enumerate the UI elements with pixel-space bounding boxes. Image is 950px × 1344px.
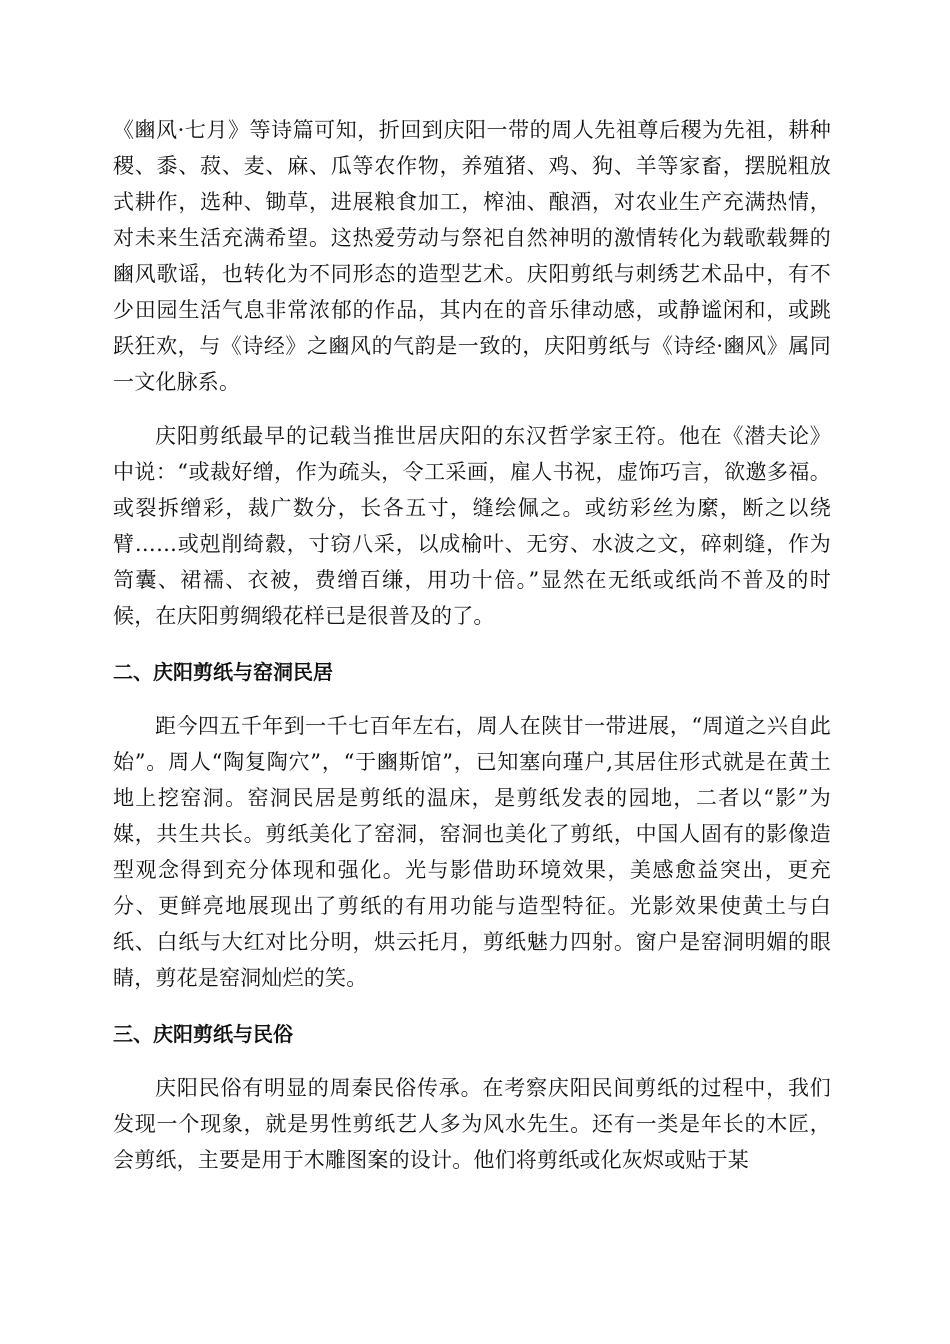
- section-heading-folk-custom: 三、庆阳剪纸与民俗: [113, 1022, 293, 1046]
- paragraph-folk-custom: 庆阳民俗有明显的周秦民俗传承。在考察庆阳民间剪纸的过程中，我们发现一个现象，就是男性剪纸艺人多为风水先生。还有一类是年长的木匠，会剪纸，主要是用于木雕图案的设计。他们将剪纸或化灰烬或贴于某: [113, 1076, 831, 1172]
- section-heading-cave-dwelling: 二、庆阳剪纸与窑洞民居: [113, 660, 333, 684]
- paragraph-continuation: 《豳风·七月》等诗篇可知，折回到庆阳一带的周人先祖尊后稷为先祖，耕种稷、黍、菽、麦、麻、瓜等农作物，养殖猪、鸡、狗、羊等家畜，摆脱粗放式耕作，选种、锄草，进展粮食加工，榨油、酿酒，对农业生产充满热情，对未来生活充满希望。这热爱劳动与祭祀自然神明的激情转化为载歌载舞的豳风歌谣，也转化为不同形态的造型艺术。庆阳剪纸与刺绣艺术品中，有不少田园生活气息非常浓郁的作品，其内在的音乐律动感，或静谧闲和，或跳跃狂欢，与《诗经》之豳风的气韵是一致的，庆阳剪纸与《诗经·豳风》属同一文化脉系。: [113, 118, 831, 394]
- paragraph-cave-dwelling: 距今四五千年到一千七百年左右，周人在陕甘一带进展，“周道之兴自此始”。周人“陶复陶穴”，“于豳斯馆”，已知塞向瑾户,其居住形式就是在黄土地上挖窑洞。窑洞民居是剪纸的温床，是剪纸发表的园地，二者以“影”为媒，共生共长。剪纸美化了窑洞，窑洞也美化了剪纸，中国人固有的影像造型观念得到充分体现和强化。光与影借助环境效果，美感愈益突出，更充分、更鲜亮地展现出了剪纸的有用功能与造型特征。光影效果使黄土与白纸、白纸与大红对比分明，烘云托月，剪纸魅力四射。窗户是窑洞明媚的眼睛，剪花是窑洞灿烂的笑。: [113, 714, 831, 990]
- document-page: [113, 112, 831, 1178]
- paragraph-wangfu: 庆阳剪纸最早的记载当推世居庆阳的东汉哲学家王符。他在《潜夫论》中说：“或裁好缯，作为疏头，令工采画，雇人书祝，虚饰巧言，欲邀多福。或裂拆缯彩，裁广数分，长各五寸，缝绘佩之。或纺彩丝为縻，断之以绕臂……或剋削绮縠，寸窃八采，以成榆叶、无穷、水波之文，碎刺缝，作为笥囊、裙襦、衣被，费缯百缣，用功十倍。”显然在无纸或纸尚不普及的时候，在庆阳剪绸缎花样已是很普及的了。: [113, 424, 831, 628]
